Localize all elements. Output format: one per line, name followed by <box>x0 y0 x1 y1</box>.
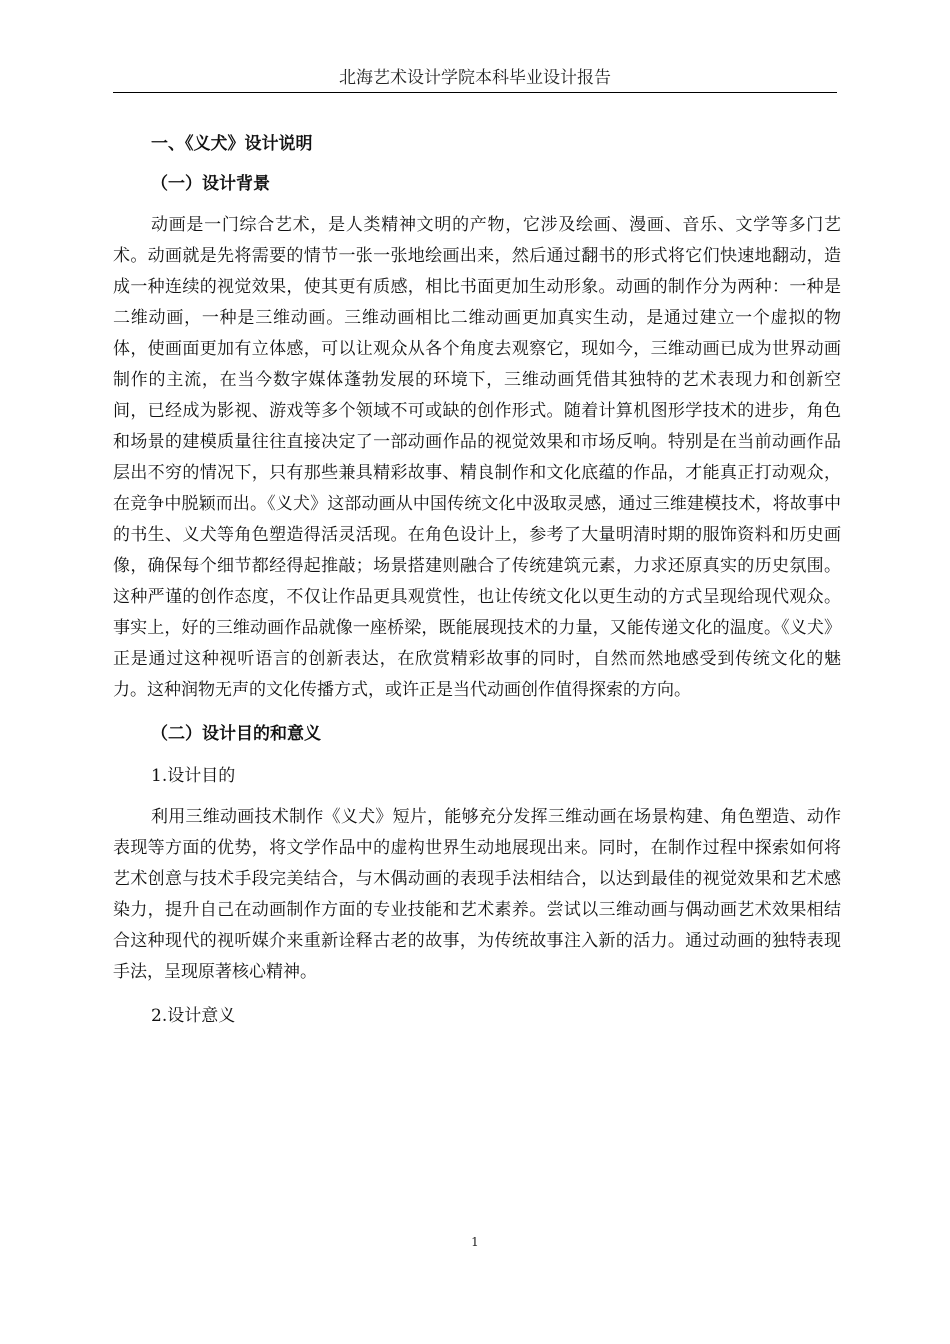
page-header-title: 北海艺术设计学院本科毕业设计报告 <box>339 68 611 88</box>
item-heading-design-significance: 2.设计意义 <box>151 1006 236 1026</box>
subsection-heading-background: （一）设计背景 <box>151 174 270 194</box>
page-number: 1 <box>471 1235 479 1249</box>
section-heading-design-description: 一、《义犬》设计说明 <box>151 134 313 154</box>
background-paragraph: 动画是一门综合艺术，是人类精神文明的产物，它涉及绘画、漫画、音乐、文学等多门艺术。动画就是先将需要的情节一张一张地绘画出来，然后通过翻书的形式将它们快速地翻动，造成一种连续的视觉效果，使其更有质感，相比书面更加生动形象。动画的制作分为两种：一种是二维动画，一种是三维动画。三维动画相比二维动画更加真实生动，是通过建立一个虚拟的物体，使画面更加有立体感，可以让观众从各个角度去观察它，现如今，三维动画已成为世界动画制作的主流，在当今数字媒体蓬勃发展的环境下，三维动画凭借其独特的艺术表现力和创新空间，已经成为影视、游戏等多个领域不可或缺的创作形式。随着计算机图形学技术的进步，角色和场景的建模质量往往直接决定了一部动画作品的视觉效果和市场反响。特别是在当前动画作品层出不穷的情况下，只有那些兼具精彩故事、精良制作和文化底蕴的作品，才能真正打动观众，在竞争中脱颖而出。《义犬》这部动画从中国传统文化中汲取灵感，通过三维建模技术，将故事中的书生、义犬等角色塑造得活灵活现。在角色设计上，参考了大量明清时期的服饰资料和历史画像，确保每个细节都经得起推敲；场景搭建则融合了传统建筑元素，力求还原真实的历史氛围。这种严谨的创作态度，不仅让作品更具观赏性，也让传统文化以更生动的方式呈现给现代观众。事实上，好的三维动画作品就像一座桥梁，既能展现技术的力量，又能传递文化的温度。《义犬》正是通过这种视听语言的创新表达，在欣赏精彩故事的同时，自然而然地感受到传统文化的魅力。这种润物无声的文化传播方式，或许正是当代动画创作值得探索的方向。 <box>113 215 841 700</box>
item-heading-design-purpose: 1.设计目的 <box>151 766 236 786</box>
header-divider <box>113 92 837 93</box>
design-purpose-paragraph: 利用三维动画技术制作《义犬》短片，能够充分发挥三维动画在场景构建、角色塑造、动作表现等方面的优势，将文学作品中的虚构世界生动地展现出来。同时，在制作过程中探索如何将艺术创意与技术手段完美结合，与木偶动画的表现手法相结合，以达到最佳的视觉效果和艺术感染力，提升自己在动画制作方面的专业技能和艺术素养。尝试以三维动画与偶动画艺术效果相结合这种现代的视听媒介来重新诠释古老的故事，为传统故事注入新的活力。通过动画的独特表现手法，呈现原著核心精神。 <box>113 807 841 982</box>
subsection-heading-purpose-significance: （二）设计目的和意义 <box>151 724 321 744</box>
document-body <box>113 128 841 1032</box>
